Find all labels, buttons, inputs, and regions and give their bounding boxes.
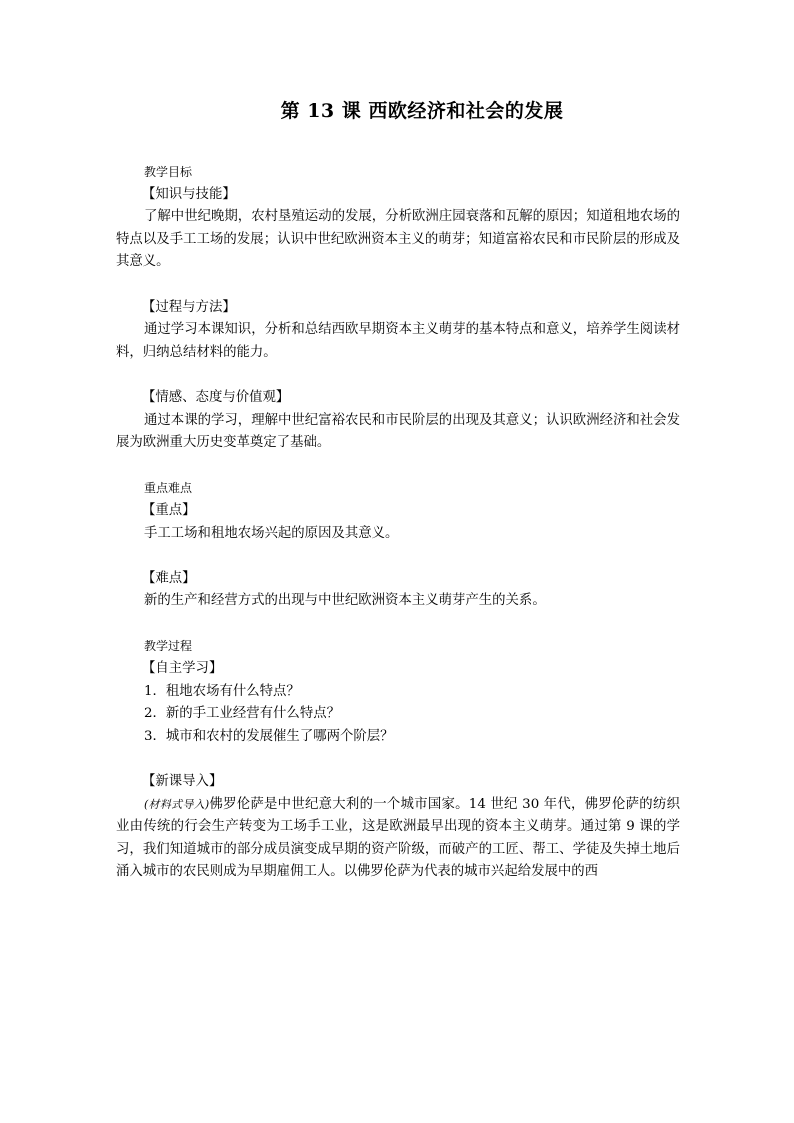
- spacer: [116, 274, 680, 297]
- difficult-point-label: 【难点】: [142, 570, 196, 586]
- list-item: 2．新的手工业经营有什么特点？: [144, 706, 340, 722]
- spacer: [116, 545, 680, 568]
- knowledge-skills-label: 【知识与技能】: [142, 186, 236, 202]
- list-item: 1．租地农场有什么特点？: [144, 683, 300, 699]
- document-body: [116, 161, 680, 884]
- spacer: [116, 748, 680, 771]
- process-method-label: 【过程与方法】: [142, 299, 236, 315]
- spacer: [116, 613, 680, 636]
- knowledge-skills-text: 了解中世纪晚期，农村垦殖运动的发展，分析欧洲庄园衰落和瓦解的原因；知道租地农场的特点以及手工工场的发展；认识中世纪欧洲资本主义的萌芽；知道富裕农民和市民阶层的形成及其意义。: [116, 209, 680, 270]
- spacer: [116, 364, 680, 387]
- process-method-text: 通过学习本课知识，分析和总结西欧早期资本主义萌芽的基本特点和意义，培养学生阅读材料，归纳总结材料的能力。: [116, 322, 680, 360]
- spacer: [116, 455, 680, 478]
- section-heading-key-points: 重点难点: [144, 481, 193, 496]
- self-study-label: 【自主学习】: [142, 661, 223, 677]
- section-heading-process: 教学过程: [144, 639, 193, 654]
- key-point-label: 【重点】: [142, 502, 196, 518]
- new-lesson-intro-paragraph: [116, 794, 680, 884]
- key-point-text: 手工工场和租地农场兴起的原因及其意义。: [144, 525, 399, 541]
- emotion-values-text: 通过本课的学习，理解中世纪富裕农民和市民阶层的出现及其意义；认识欧洲经济和社会发展为欧洲重大历史变革奠定了基础。: [116, 412, 680, 451]
- difficult-point-text: 新的生产和经营方式的出现与中世纪欧洲资本主义萌芽产生的关系。: [144, 593, 546, 609]
- new-lesson-intro-label: 【新课导入】: [142, 774, 223, 790]
- new-lesson-intro-text: 佛罗伦萨是中世纪意大利的一个城市国家。14 世纪 30 年代，佛罗伦萨的纺织业由传统的行会生产转变为工场手工业，这是欧洲最早出现的资本主义萌芽。通过第 9 课的学习，我们知道城市的部分成员演变成早期的资产阶级，而破产的工匠、帮工、学徒及失掉土地后涌入城市的农民则成为早期雇佣工人。以佛罗伦萨为代表的城市兴起给发展中的西: [116, 796, 680, 880]
- intro-source-note: (材料式导入): [144, 797, 210, 811]
- section-heading-objectives: 教学目标: [144, 165, 193, 179]
- lesson-title: 第 13 课 西欧经济和社会的发展: [280, 100, 564, 122]
- emotion-values-label: 【情感、态度与价值观】: [142, 389, 290, 405]
- list-item: 3．城市和农村的发展催生了哪两个阶层？: [144, 728, 394, 744]
